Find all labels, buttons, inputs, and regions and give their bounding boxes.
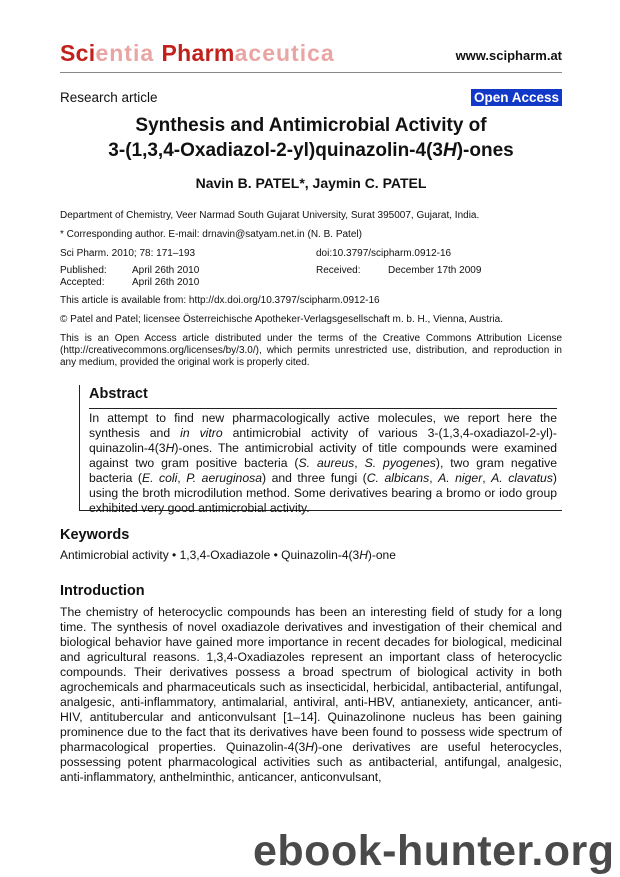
- abstract-divider: [89, 408, 557, 409]
- affiliation: Department of Chemistry, Veer Narmad South Gujarat University, Surat 395007, Gujarat, India.: [60, 210, 480, 221]
- watermark: ebook-hunter.org: [253, 827, 615, 875]
- abstract-box: [79, 385, 562, 515]
- journal-header: [60, 40, 562, 72]
- corresponding-author: * Corresponding author. E-mail: drnavin@satyam.net.in (N. B. Patel): [60, 229, 362, 240]
- article-type: Research article: [60, 90, 158, 105]
- open-access-badge: Open Access: [471, 89, 562, 106]
- introduction-text: The chemistry of heterocyclic compounds has been an interesting field of study for a long time. The synthesis of novel oxadiazole derivatives and investigation of their chemical and biological behavior have gained more importance in recent decades for biological, medicinal and agricultural reasons. 1,3,4-Oxadiazoles represent an important class of heterocyclic compounds. Their derivatives possess a broad spectrum of biological activity in both agrochemicals and pharmaceuticals such as insecticidal, herbicidal, antibacterial, antifungal, analgesic, anti-inflammatory, antimalarial, antiviral, anti-HBV, antianexiety, anticancer, anti-HIV, antitubercular and anticonvulsant [1–14]. Quinazolinone nucleus has been gaining prominence due to the fact that its derivatives have been found to possess wide spectrum of pharmacological properties. Quinazolin-4(3H)-one derivatives are useful heterocycles, possessing potent pharmacological activities such as antibacterial, antifungal, analgesic, anti-inflammatory, anthelminthic, anticancer, anticonvulsant,: [60, 605, 562, 784]
- journal-website[interactable]: www.scipharm.at: [455, 48, 562, 63]
- accepted-date: Accepted: April 26th 2010: [60, 277, 200, 288]
- received-date: Received: December 17th 2009: [316, 265, 482, 276]
- authors: Navin B. PATEL*, Jaymin C. PATEL: [195, 175, 427, 191]
- introduction-heading: Introduction: [60, 583, 145, 599]
- availability-note: This article is available from: http://dx.doi.org/10.3797/scipharm.0912-16: [60, 295, 380, 306]
- published-date: Published: April 26th 2010: [60, 265, 200, 276]
- journal-logo: Scientia Pharmaceutica: [60, 40, 335, 66]
- keywords-list: Antimicrobial activity • 1,3,4-Oxadiazole • Quinazolin-4(3H)-one: [60, 548, 396, 562]
- header-divider: [60, 72, 562, 73]
- article-title: Synthesis and Antimicrobial Activity of 3-(1,3,4-Oxadiazol-2-yl)quinazolin-4(3H)-ones: [108, 115, 514, 161]
- license-note: This is an Open Access article distributed under the terms of the Creative Commons Attribution License (http://creativecommons.org/licenses/by/3.0/), which permits unrestricted use, distribution, and reproduction in any medium, provided the original work is properly cited.: [60, 333, 562, 368]
- copyright-note: © Patel and Patel; licensee Österreichische Apotheker-Verlagsgesellschaft m. b. H., Vienna, Austria.: [60, 314, 503, 325]
- keywords-heading: Keywords: [60, 527, 130, 543]
- doi[interactable]: doi:10.3797/scipharm.0912-16: [316, 248, 452, 259]
- abstract-text: In attempt to find new pharmacologically active molecules, we report here the synthesis and in vitro antimicrobial activity of various 3-(1,3,4-oxadiazol-2-yl)-quinazolin-4(3H)-ones. The antimicrobial activity of title compounds were examined against two gram positive bacteria (S. aureus, S. pyogenes), two gram negative bacteria (E. coli, P. aeruginosa) and three fungi (C. albicans, A. niger, A. clavatus) using the broth microdilution method. Some derivatives bearing a bromo or iodo group exhibited very good antimicrobial activity.: [89, 411, 557, 515]
- citation: Sci Pharm. 2010; 78: 171–193: [60, 248, 196, 259]
- abstract-heading: Abstract: [89, 386, 148, 402]
